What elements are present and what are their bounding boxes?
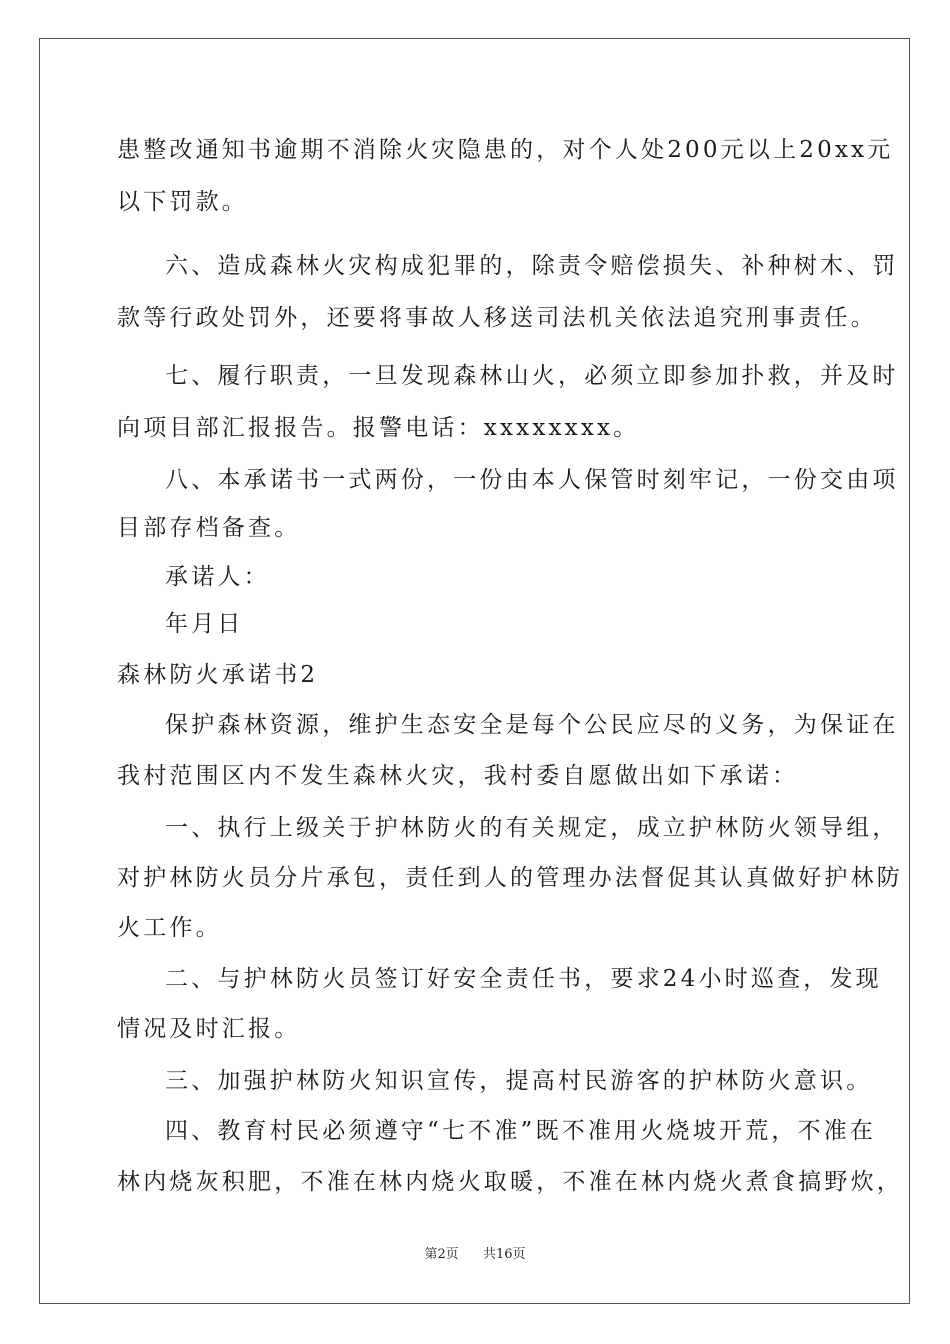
text-line: 以下罚款。 [117,189,248,215]
text-line: 四、教育村民必须遵守“七不准”既不准用火烧坡开荒，不准在 [165,1118,877,1144]
text-line: 保护森林资源，维护生态安全是每个公民应尽的义务，为保证在 [165,712,899,738]
text-line: 六、造成森林火灾构成犯罪的，除责令赔偿损失、补种树木、罚 [165,253,899,279]
text-line: 一、执行上级关于护林防火的有关规定，成立护林防火领导组， [165,815,899,841]
text-line: 情况及时汇报。 [117,1016,301,1042]
text-line: 二、与护林防火员签订好安全责任书，要求24小时巡查，发现 [165,966,882,992]
section-title: 森林防火承诺书2 [117,662,319,688]
text-line: 目部存档备查。 [117,515,301,541]
text-line: 林内烧灰积肥，不准在林内烧火取暖，不准在林内烧火煮食搞野炊， [117,1169,903,1195]
text-line: 火工作。 [117,915,222,941]
text-line: 对护林防火员分片承包，责任到人的管理办法督促其认真做好护林防 [117,865,903,891]
text-line: 三、加强护林防火知识宣传，提高村民游客的护林防火意识。 [165,1068,873,1094]
page-total: 共16页 [483,1247,526,1262]
page-footer [0,1243,950,1262]
signature-label: 承诺人： [165,564,270,590]
text-line: 八、本承诺书一式两份，一份由本人保管时刻牢记，一份交由项 [165,467,899,493]
date-label: 年月日 [165,611,244,637]
text-line: 我村范围区内不发生森林火灾，我村委自愿做出如下承诺： [117,763,799,789]
text-line: 七、履行职责，一旦发现森林山火，必须立即参加扑救，并及时 [165,363,899,389]
text-line: 患整改通知书逾期不消除火灾隐患的，对个人处200元以上20xx元 [117,137,894,163]
page-number: 第2页 [424,1247,459,1262]
text-line: 款等行政处罚外，还要将事故人移送司法机关依法追究刑事责任。 [117,305,877,331]
text-line: 向项目部汇报报告。报警电话：xxxxxxxx。 [117,415,640,441]
